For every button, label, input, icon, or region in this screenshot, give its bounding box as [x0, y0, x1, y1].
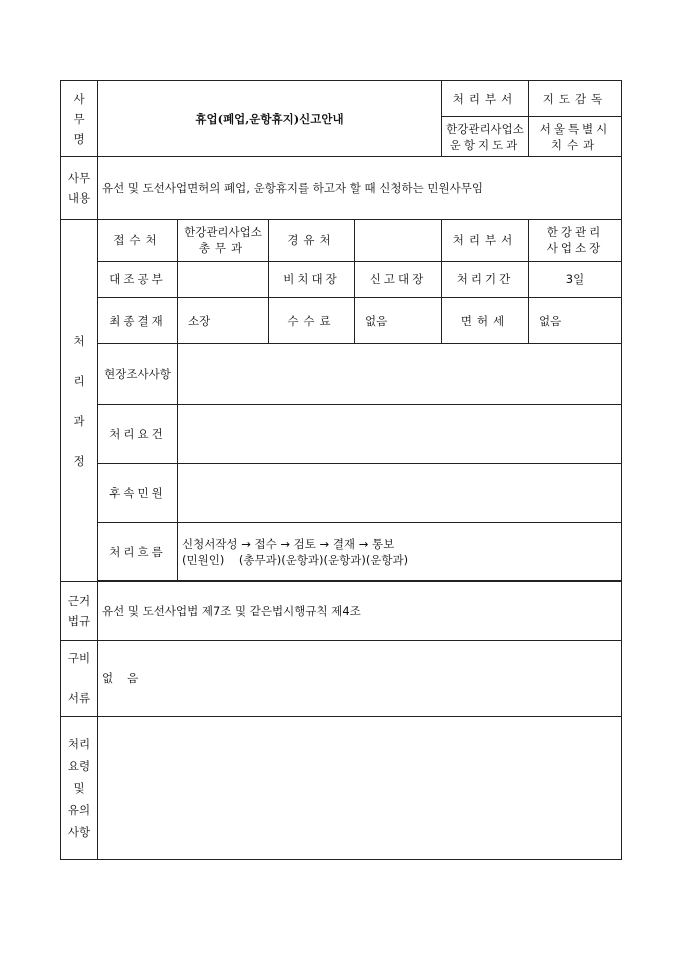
process-label: 처 리 과 정: [61, 219, 98, 582]
period-value: 3일: [529, 261, 622, 297]
page-title: 휴업(폐업,운항휴지)신고안내: [98, 81, 442, 157]
requirements-label: 처리요건: [98, 404, 178, 463]
dept-value: 한강관리 사업소장: [529, 219, 622, 261]
approval-label: 최종결재: [98, 298, 178, 344]
notes-text: [98, 717, 622, 860]
fee-value: 없음: [355, 298, 442, 344]
supervision-value: 서울특별시 치수과: [529, 117, 622, 157]
task-content-text: 유선 및 도선사업면허의 폐업, 운항휴지를 하고자 할 때 신청하는 민원사무임: [98, 157, 622, 219]
civil-affairs-form: [60, 80, 622, 860]
approval-value: 소장: [178, 298, 269, 344]
reception-label: 접수처: [98, 219, 178, 261]
ledger-value: [178, 261, 269, 297]
via-value: [355, 219, 442, 261]
reception-value: 한강관리사업소 총무과: [178, 219, 269, 261]
via-label: 경유처: [269, 219, 355, 261]
processing-dept-value: 한강관리사업소 운항지도과: [442, 117, 529, 157]
processing-dept-label: 처리부서: [442, 81, 529, 117]
process-flow: [178, 523, 622, 581]
followup-value: [178, 463, 622, 522]
documents-text: 없음: [98, 640, 622, 716]
dept-label: 처리부서: [442, 219, 529, 261]
requirements-value: [178, 404, 622, 463]
kept-ledger-label: 비치대장: [269, 261, 355, 297]
license-tax-label: 면허세: [442, 298, 529, 344]
task-content-label: 사무 내용: [61, 157, 98, 219]
legal-basis-text: 유선 및 도선사업법 제7조 및 같은법시행규칙 제4조: [98, 582, 622, 640]
survey-label: 현장조사사항: [98, 344, 178, 404]
license-tax-value: 없음: [529, 298, 622, 344]
legal-basis-label: 근거 법규: [61, 582, 98, 640]
survey-value: [178, 344, 622, 404]
kept-ledger-value: 신고대장: [355, 261, 442, 297]
followup-label: 후속민원: [98, 463, 178, 522]
documents-label: 구비 서류: [61, 640, 98, 716]
notes-label: 처리 요령 및 유의 사항: [61, 717, 98, 860]
flow-label: 처리흐름: [98, 523, 178, 581]
period-label: 처리기간: [442, 261, 529, 297]
fee-label: 수수료: [269, 298, 355, 344]
process-flow-steps: 신청서작성 → 접수 → 검토 → 결재 → 통보: [182, 536, 395, 551]
task-name-label: 사 무 명: [61, 81, 98, 157]
supervision-label: 지도감독: [529, 81, 622, 117]
ledger-label: 대조공부: [98, 261, 178, 297]
process-flow-actors: (민원인) (총무과)(운항과)(운항과)(운항과): [182, 552, 409, 567]
